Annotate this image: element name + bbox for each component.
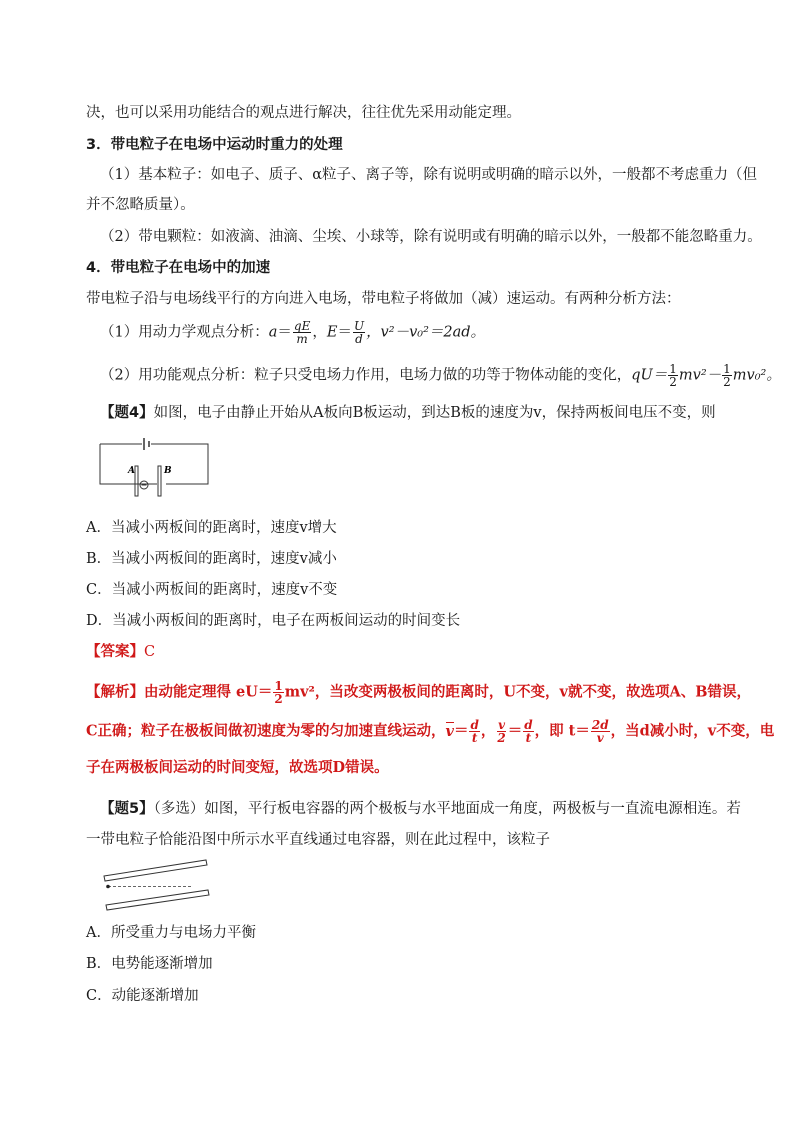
fraction-denominator: 2 [669,375,677,389]
fraction-denominator: v [596,731,604,745]
particle-dot [106,885,110,889]
circuit-diagram [98,432,210,498]
section-3-point-1: （1）基本粒子：如电子、质子、α粒子、离子等，除有说明或明确的暗示以外，一般都不考虑重力（但 [100,167,758,183]
plate-a-label: A [128,466,135,476]
fraction-denominator: 2 [274,692,283,706]
fraction-numerator: 1 [723,362,731,376]
fraction-denominator: 2 [723,375,731,389]
fraction-denominator: t [525,731,532,745]
section-4-intro: 带电粒子沿与电场线平行的方向进入电场，带电粒子将做加（减）速运动。有两种分析方法： [86,291,681,307]
plate-b-label: B [164,466,172,476]
kinetic-term: mv²－ [678,367,722,384]
equals-sign: ＝ [337,324,352,341]
question-4-option-a: A．当减小两板间的距离时，速度v增大 [86,520,337,536]
fraction-d-over-t [523,719,533,744]
question-4-text: 如图，电子由静止开始从A板向B板运动，到达B板的速度为v，保持两板间电压不变，则 [153,405,716,421]
analysis-text-2b: ，当d减小时，v不变，电 [610,722,775,740]
section-3-point-2: （2）带电颗粒：如液滴、油滴、尘埃、小球等，除有说明或有明确的暗示以外，一般都不能忽略重力。 [100,229,762,245]
question-5-label: 【题5】 [100,801,154,817]
analysis-line-3: 子在两极板间运动的时间变短，故选项D错误。 [86,759,389,776]
method-1-prefix: （1）用动力学观点分析： [100,324,269,341]
plate-a [135,466,138,496]
fraction-qe-over-m [293,320,311,345]
question-5-text-1: （多选）如图，平行板电容器的两个极板与水平地面成一角度，两极板与一直流电源相连。若 [153,801,741,817]
fraction-numerator: 1 [274,679,283,693]
method-1-dynamics [100,320,485,345]
fraction-denominator: m [296,332,308,346]
question-5-option-c: C．动能逐渐增加 [86,988,199,1004]
fraction-2d-over-v [591,719,610,744]
question-4-label: 【题4】 [100,405,154,421]
method-2-energy [100,363,781,388]
fraction-numerator: qE [293,319,311,333]
equals-sign: ＝ [507,722,523,740]
analysis-text-2a: C正确；粒子在极板间做初速度为零的匀加速直线运动， [86,722,446,740]
qu-lhs: qU＝ [631,367,668,384]
analysis-line-2 [86,719,774,744]
question-5-stem [100,799,741,819]
question-4-option-d: D．当减小两板间的距离时，电子在两板间运动的时间变长 [86,613,461,629]
lower-plate [106,890,209,910]
analysis-line-1 [86,680,751,705]
initial-kinetic-term: mv₀²。 [732,367,781,384]
fraction-numerator: v [498,718,506,732]
equals-sign: ＝ [277,324,292,341]
fraction-d-over-t [469,719,479,744]
fraction-numerator: d [524,718,533,732]
comma: ， [480,722,496,740]
question-4-option-c: C．当减小两板间的距离时，速度v不变 [86,582,338,598]
question-4-stem [100,403,716,423]
fraction-denominator: t [471,731,478,745]
average-velocity: v [445,722,454,740]
comma: ， [312,324,327,341]
question-5-option-a: A．所受重力与电场力平衡 [86,925,256,941]
answer-value: C [144,644,156,660]
upper-plate [104,860,207,881]
fraction-numerator: U [353,319,365,333]
equals-sign: ＝ [453,722,469,740]
fraction-v-over-2 [496,719,506,744]
question-4-option-b: B．当减小两板间的距离时，速度v减小 [86,551,337,567]
intro-line: 决，也可以采用功能结合的观点进行解决，往往优先采用动能定理。 [86,105,521,121]
fraction-one-half [273,680,283,705]
fraction-one-half [668,363,678,388]
answer-label: 【答案】 [86,643,144,660]
var-E: E [326,324,338,341]
kinematics-equation: ，v²－v₀²＝2ad。 [366,324,486,341]
section-4-title: 4．带电粒子在电场中的加速 [86,260,271,276]
capacitor-diagram [98,858,218,914]
fraction-numerator: 2d [591,718,609,732]
fraction-denominator: d [355,332,363,346]
question-5-option-b: B．电势能逐渐增加 [86,956,213,972]
plate-b [158,466,161,496]
analysis-ji: ，即 t＝ [534,722,590,740]
circuit-wire [100,444,208,484]
analysis-label: 【解析】 [86,683,144,701]
analysis-text-1a: 由动能定理得 eU＝ [144,683,273,701]
question-5-stem-cont: 一带电粒子恰能沿图中所示水平直线通过电容器，则在此过程中，该粒子 [86,832,550,848]
answer-line [86,642,155,662]
fraction-numerator: d [470,718,479,732]
fraction-denominator: 2 [497,731,506,745]
section-3-title: 3．带电粒子在电场中运动时重力的处理 [86,137,343,153]
fraction-one-half [722,363,732,388]
fraction-numerator: 1 [669,362,677,376]
analysis-text-1b: mv²，当改变两极板间的距离时，U不变，v就不变，故选项A、B错误， [284,683,751,701]
method-2-prefix: （2）用功能观点分析：粒子只受电场力作用，电场力做的功等于物体动能的变化， [100,367,632,384]
section-3-point-1-cont: 并不忽略质量）。 [86,197,195,213]
var-a: a [268,324,278,341]
fraction-u-over-d [353,320,365,345]
